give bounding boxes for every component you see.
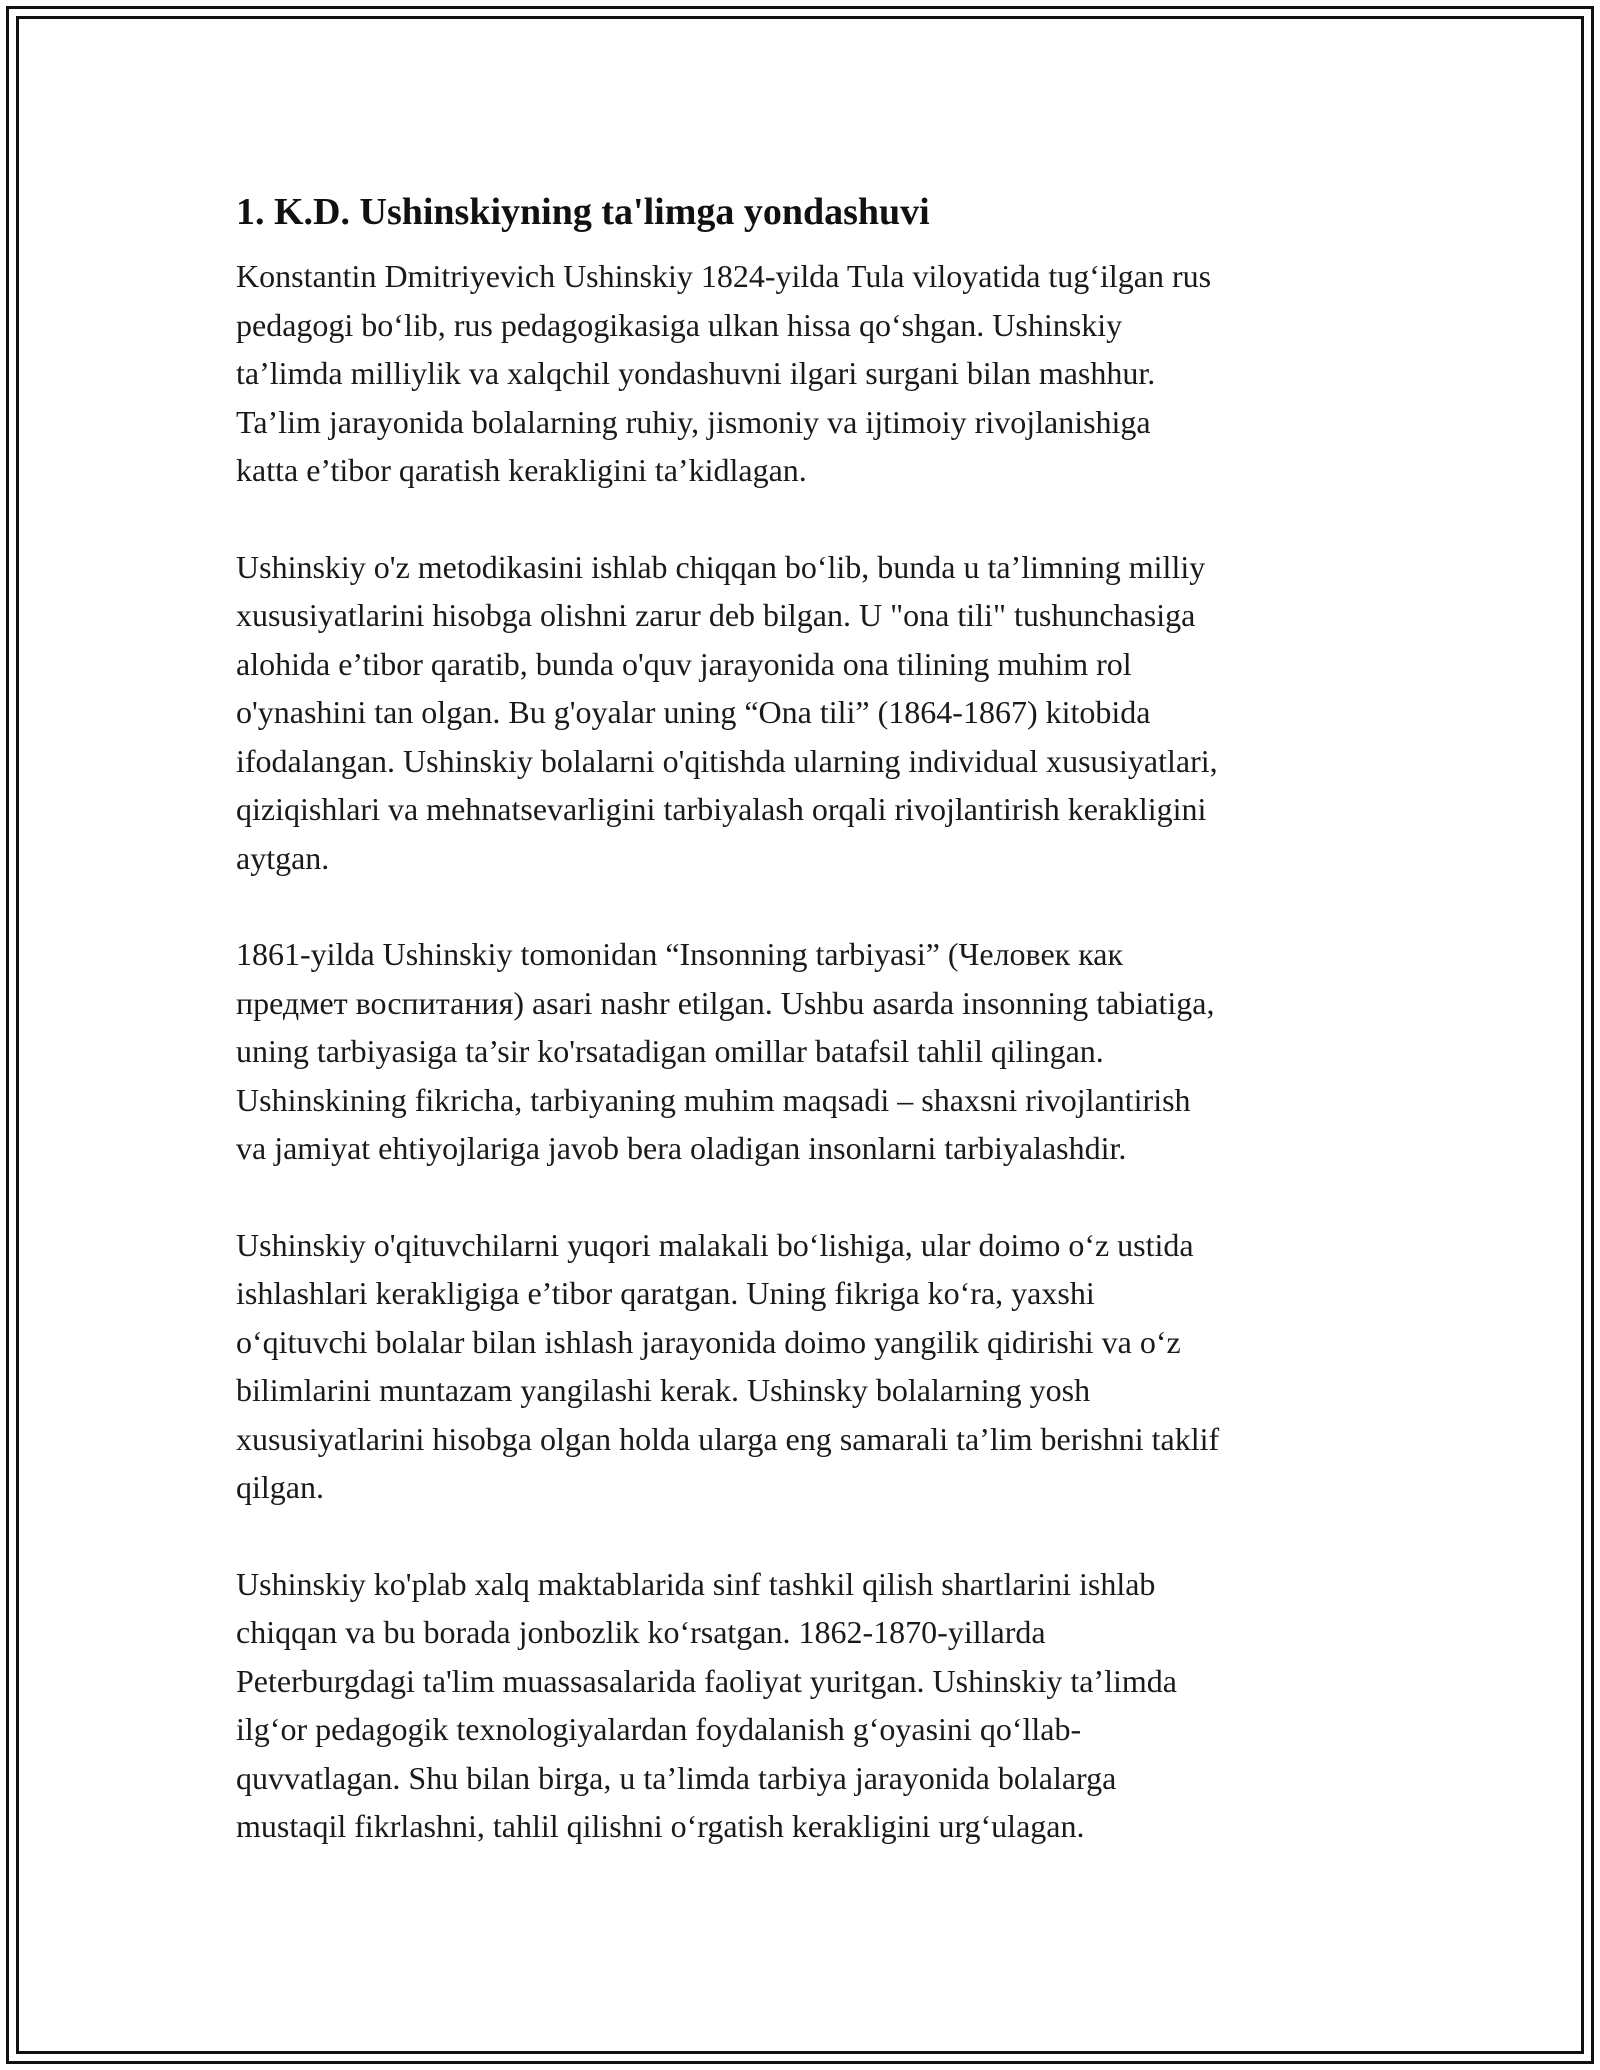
paragraph — [236, 543, 1366, 883]
paragraph-line: ilg‘or pedagogik texnologiyalardan foydalanish g‘oyasini qo‘llab- — [236, 1711, 1082, 1747]
paragraph-line: Peterburgdagi ta'lim muassasalarida faoliyat yuritgan. Ushinskiy ta’limda — [236, 1662, 1177, 1699]
paragraph-line: uning tarbiyasiga ta’sir ko'rsatadigan omillar batafsil tahlil qilingan. — [236, 1033, 1104, 1069]
paragraph-line: xususiyatlarini hisobga olgan holda ularga eng samarali ta’lim berishni taklif — [236, 1420, 1220, 1457]
paragraph-line: quvvatlagan. Shu bilan birga, u ta’limda tarbiya jarayonida bolalarga — [236, 1759, 1117, 1796]
paragraph-line: Ta’lim jarayonida bolalarning ruhiy, jismoniy va ijtimoiy rivojlanishiga — [236, 403, 1151, 440]
paragraph-line: mustaqil fikrlashni, tahlil qilishni o‘rgatish kerakligini urg‘ulagan. — [236, 1808, 1085, 1844]
paragraph — [236, 252, 1366, 495]
paragraph-line: bilimlarini muntazam yangilashi kerak. Ushinsky bolalarning yosh — [236, 1372, 1091, 1408]
paragraph-line: va jamiyat ehtiyojlariga javob bera oladigan insonlarni tarbiyalashdir. — [236, 1130, 1127, 1166]
paragraph-line: 1861-yilda Ushinskiy tomonidan “Insonning tarbiyasi” (Человек как — [236, 936, 1124, 972]
paragraph-line: ifodalangan. Ushinskiy bolalarni o'qitishda ularning individual xususiyatlari, — [236, 742, 1218, 779]
paragraph — [236, 1221, 1366, 1512]
paragraph-line: katta e’tibor qaratish kerakligini ta’kidlagan. — [236, 452, 807, 488]
paragraph-line: ta’limda milliylik va xalqchil yondashuvni ilgari surgani bilan mashhur. — [236, 355, 1156, 391]
paragraph-line: Ushinskining fikricha, tarbiyaning muhim maqsadi – shaxsni rivojlantirish — [236, 1081, 1191, 1118]
paragraph-line: Ushinskiy o'z metodikasini ishlab chiqqan bo‘lib, bunda u ta’limning milliy — [236, 548, 1206, 585]
paragraph-line: предмет воспитания) asari nashr etilgan. Ushbu asarda insonning tabiatiga, — [236, 984, 1215, 1021]
paragraph — [236, 1560, 1366, 1851]
paragraph-line: qilgan. — [236, 1469, 324, 1505]
paragraph-line: qiziqishlari va mehnatsevarligini tarbiyalash orqali rivojlantirish kerakligini — [236, 791, 1207, 827]
document-body — [236, 186, 1366, 1899]
paragraph-line: o'ynashini tan olgan. Bu g'oyalar uning “Ona tili” (1864-1867) kitobida — [236, 694, 1151, 730]
paragraph-line: alohida e’tibor qaratib, bunda o'quv jarayonida ona tilining muhim rol — [236, 645, 1132, 682]
paragraph-line: Ushinskiy ko'plab xalq maktablarida sinf tashkil qilish shartlarini ishlab — [236, 1565, 1156, 1602]
paragraph-line: aytgan. — [236, 839, 330, 876]
paragraph-line: Konstantin Dmitriyevich Ushinskiy 1824-yilda Tula viloyatida tug‘ilgan rus — [236, 258, 1212, 294]
paragraph-line: o‘qituvchi bolalar bilan ishlash jarayonida doimo yangilik qidirishi va o‘z — [236, 1323, 1181, 1360]
paragraph-line: Ushinskiy o'qituvchilarni yuqori malakali bo‘lishiga, ular doimo o‘z ustida — [236, 1226, 1194, 1263]
paragraphs-container — [236, 252, 1366, 1851]
document-title: 1. K.D. Ushinskiyning ta'limga yondashuvi — [236, 191, 930, 233]
paragraph-line: chiqqan va bu borada jonbozlik ko‘rsatgan. 1862-1870-yillarda — [236, 1614, 1046, 1650]
paragraph-line: pedagogi bo‘lib, rus pedagogikasiga ulkan hissa qo‘shgan. Ushinskiy — [236, 306, 1123, 343]
paragraph-line: ishlashlari kerakligiga e’tibor qaratgan. Uning fikriga ko‘ra, yaxshi — [236, 1275, 1095, 1311]
paragraph-line: xususiyatlarini hisobga olishni zarur deb bilgan. U "ona tili" tushunchasiga — [236, 597, 1196, 633]
paragraph — [236, 930, 1366, 1173]
